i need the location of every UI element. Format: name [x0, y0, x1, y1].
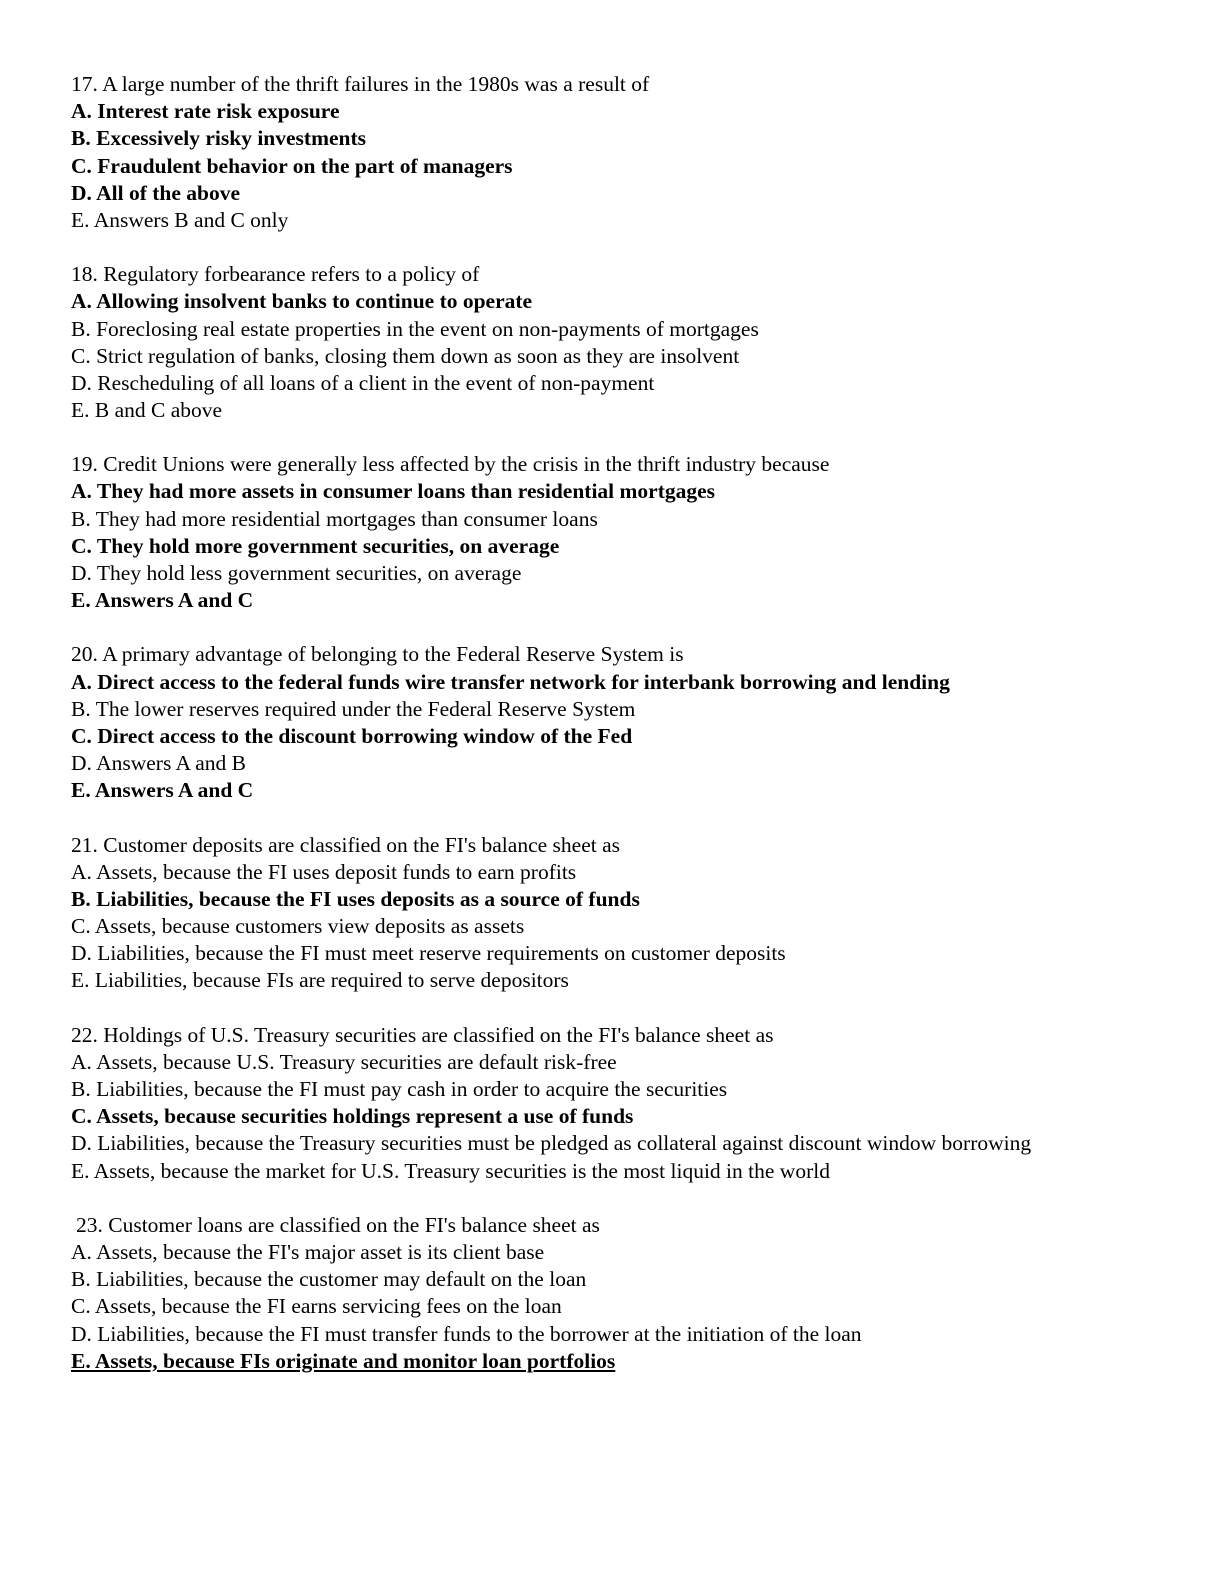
- answer-option: D. All of the above: [71, 180, 241, 205]
- document-page: [71, 71, 1171, 1402]
- question-stem: 20. A primary advantage of belonging to the Federal Reserve System is: [71, 642, 684, 667]
- answer-option: C. They hold more government securities, on average: [71, 533, 560, 558]
- answer-option: B. Liabilities, because the FI uses deposits as a source of funds: [71, 886, 640, 911]
- answer-option: B. Foreclosing real estate properties in the event on non-payments of mortgages: [71, 316, 759, 341]
- answer-option: B. They had more residential mortgages than consumer loans: [71, 506, 598, 531]
- question-17: [71, 71, 1171, 234]
- answer-option: A. Allowing insolvent banks to continue to operate: [71, 289, 533, 314]
- answer-option: C. Assets, because securities holdings represent a use of funds: [71, 1104, 634, 1129]
- answer-option: A. Assets, because the FI's major asset is its client base: [71, 1239, 545, 1264]
- question-stem: 21. Customer deposits are classified on the FI's balance sheet as: [71, 832, 620, 857]
- answer-option: B. Liabilities, because the customer may default on the loan: [71, 1267, 587, 1292]
- answer-option: C. Fraudulent behavior on the part of managers: [71, 153, 513, 178]
- answer-option: E. Assets, because FIs originate and monitor loan portfolios: [71, 1348, 616, 1373]
- answer-option: C. Assets, because customers view deposits as assets: [71, 914, 525, 939]
- question-21: [71, 832, 1171, 995]
- answer-option: D. Liabilities, because the FI must meet reserve requirements on customer deposits: [71, 941, 786, 966]
- answer-option: D. Liabilities, because the FI must transfer funds to the borrower at the initiation of the loan: [71, 1321, 862, 1346]
- question-22: [71, 1022, 1171, 1185]
- question-stem: 22. Holdings of U.S. Treasury securities are classified on the FI's balance sheet as: [71, 1022, 774, 1047]
- question-stem: 19. Credit Unions were generally less affected by the crisis in the thrift industry because: [71, 452, 830, 477]
- question-19: [71, 451, 1171, 614]
- answer-option: B. The lower reserves required under the Federal Reserve System: [71, 696, 636, 721]
- question-stem: 17. A large number of the thrift failures in the 1980s was a result of: [71, 72, 650, 96]
- answer-option: D. Liabilities, because the Treasury securities must be pledged as collateral against discount window borrowing: [71, 1131, 1032, 1156]
- answer-option: E. Answers A and C: [71, 588, 254, 613]
- answer-option: E. Liabilities, because FIs are required to serve depositors: [71, 968, 569, 993]
- question-18: [71, 261, 1171, 424]
- answer-option: C. Assets, because the FI earns servicing fees on the loan: [71, 1294, 562, 1319]
- answer-option: A. They had more assets in consumer loans than residential mortgages: [71, 479, 716, 504]
- question-stem: 18. Regulatory forbearance refers to a policy of: [71, 262, 480, 287]
- answer-option: E. Assets, because the market for U.S. Treasury securities is the most liquid in the world: [71, 1158, 830, 1183]
- answer-option: E. Answers B and C only: [71, 207, 289, 232]
- answer-option: E. Answers A and C: [71, 778, 254, 803]
- answer-option: D. They hold less government securities, on average: [71, 561, 522, 585]
- answer-option: A. Direct access to the federal funds wire transfer network for interbank borrowing and lending: [71, 669, 950, 694]
- answer-option: B. Excessively risky investments: [71, 126, 367, 151]
- question-stem: 23. Customer loans are classified on the FI's balance sheet as: [76, 1212, 600, 1237]
- answer-option: D. Rescheduling of all loans of a client in the event of non-payment: [71, 370, 655, 395]
- answer-option: E. B and C above: [71, 398, 223, 423]
- answer-option: C. Strict regulation of banks, closing them down as soon as they are insolvent: [71, 343, 740, 368]
- answer-option: C. Direct access to the discount borrowing window of the Fed: [71, 723, 633, 748]
- question-23: [71, 1212, 1171, 1375]
- answer-option: D. Answers A and B: [71, 751, 246, 776]
- answer-option: A. Assets, because U.S. Treasury securities are default risk-free: [71, 1049, 617, 1074]
- answer-option: A. Interest rate risk exposure: [71, 99, 340, 124]
- answer-option: B. Liabilities, because the FI must pay cash in order to acquire the securities: [71, 1077, 728, 1101]
- question-20: [71, 641, 1171, 804]
- answer-option: A. Assets, because the FI uses deposit funds to earn profits: [71, 859, 577, 884]
